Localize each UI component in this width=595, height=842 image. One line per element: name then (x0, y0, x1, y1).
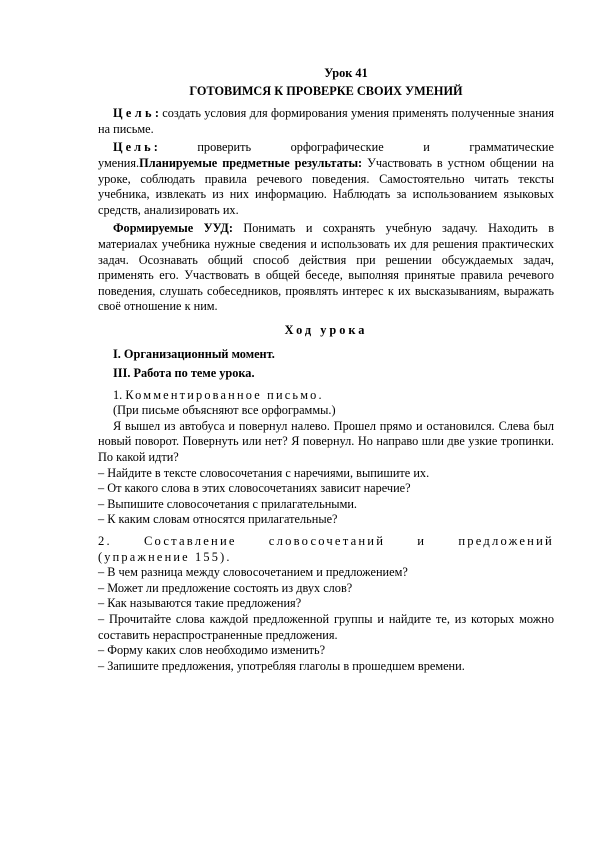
task-1-question: – Найдите в тексте словосочетания с наречиями, выпишите их. (98, 465, 430, 480)
lesson-flow-heading: Ход урока (284, 322, 368, 337)
goal-label: Ц е л ь : (113, 106, 159, 121)
task-2-question: – Может ли предложение состоять из двух слов? (98, 580, 353, 595)
task-1-question: – Выпишите словосочетания с прилагательными. (98, 496, 358, 511)
planned-results-label: Планируемые предметные результаты: (139, 155, 363, 170)
goal2-first-line (98, 140, 554, 156)
goal2-label: Ц е л ь : (113, 140, 158, 155)
uud-paragraph (98, 221, 554, 315)
task-1-title: Комментированное письмо. (125, 387, 324, 402)
goal2-word: и (423, 140, 430, 155)
planned-results-text: Участвовать в устном общении на уроке, соблюдать правила речевого поведения. Самостоятельно читать тексты учебника, извлекать из них информацию. Наблюдать за использованием языковых средств, анализировать их. (98, 155, 554, 217)
goal-paragraph-1 (98, 106, 554, 137)
goal-text: создать условия для формирования умения применять полученные знания на письме. (98, 106, 554, 136)
task-1-note: (При письме объясняют все орфограммы.) (113, 403, 336, 418)
goal2-word: проверить (197, 140, 252, 155)
task-1-question: – От какого слова в этих словосочетаниях зависит наречие? (98, 481, 411, 496)
goal2-body (98, 156, 554, 218)
document-page (98, 66, 554, 674)
task-2-title-word: словосочетаний (268, 534, 386, 549)
task-2-question: – В чем разница между словосочетанием и предложением? (98, 565, 408, 580)
task-2-title-word: Составление (143, 534, 237, 549)
task-2-title-word: предложений (458, 534, 554, 549)
task-2-heading (98, 534, 554, 565)
task-2-question: – Запишите предложения, употребляя глаголы в прошедшем времени. (98, 658, 465, 673)
task-2-exercise: (упражнение 155). (98, 549, 232, 564)
task-2-title-line (98, 534, 554, 550)
task-2-title-word: и (417, 534, 427, 549)
lesson-title: ГОТОВИМСЯ К ПРОВЕРКЕ СВОИХ УМЕНИЙ (189, 83, 463, 98)
goal2-word: грамматические (469, 140, 554, 155)
task-1-number: 1. (113, 387, 123, 402)
task-2-question: – Как называются такие предложения? (98, 596, 302, 611)
uud-text: Понимать и сохранять учебную задачу. Находить в материалах учебника нужные сведения и использовать их для решения практических задач. Осознавать общий способ действия при решении обсуждаемых задач, применять его. Участвовать в общей беседе, выполняя принятые правила речевого поведения, слушать собеседников, проявлять интерес к их высказываниям, выражать своё отношение к ним. (98, 221, 554, 314)
uud-label: Формируемые УУД: (113, 221, 233, 236)
task-2-question: – Форму каких слов необходимо изменить? (98, 643, 326, 658)
task-1-heading (98, 388, 554, 404)
task-1-text: Я вышел из автобуса и повернул налево. Прошел прямо и остановился. Слева был новый поворот. Повернуть или нет? Я повернул. Но направо шли две узкие тропинки. По какой идти? (98, 418, 554, 465)
task-2-number: 2. (98, 534, 112, 549)
task-1-question: – К каким словам относятся прилагательные? (98, 512, 338, 527)
task-2-question: – Прочитайте слова каждой предложенной группы и найдите те, из которых можно составить нераспространенные предложения. (98, 612, 554, 642)
section-1-heading: I. Организационный момент. (113, 346, 275, 361)
section-3-heading: III. Работа по теме урока. (113, 366, 255, 381)
goal2-start: умения. (98, 155, 140, 170)
goal2-word: орфографические (290, 140, 384, 155)
goal-paragraph-2 (98, 140, 554, 218)
lesson-number: Урок 41 (324, 66, 368, 80)
